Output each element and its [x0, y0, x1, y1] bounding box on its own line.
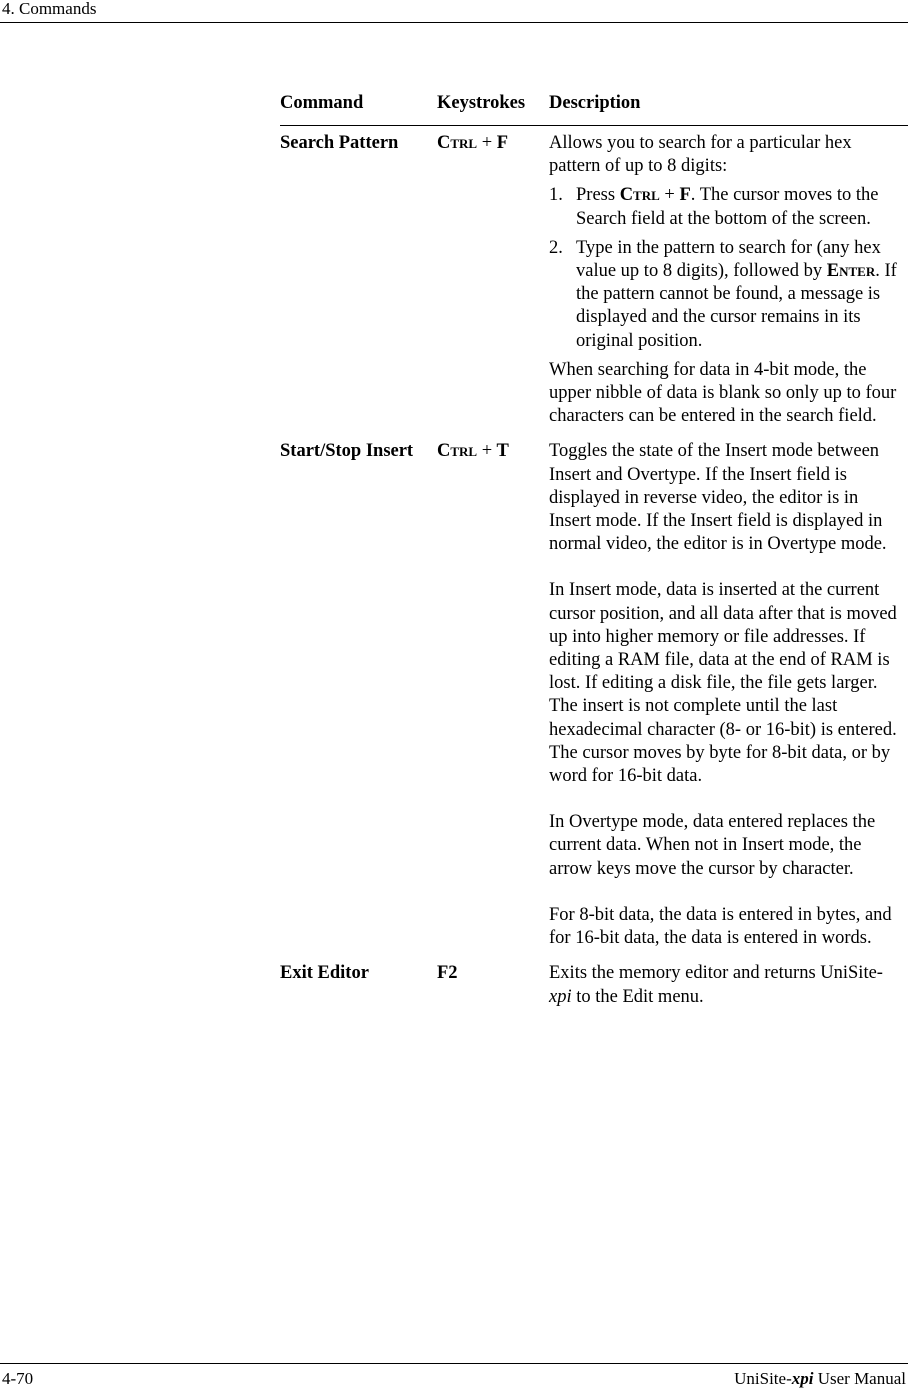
- keystroke: Ctrl + T: [437, 441, 509, 462]
- table-row-search-pattern: [280, 132, 908, 428]
- description: [549, 132, 899, 428]
- page-number: 4-70: [2, 1369, 34, 1388]
- description-paragraph: In Overtype mode, data entered replaces the current data. When not in Insert mode, the arrow keys move the cursor by character.: [549, 812, 876, 879]
- step-item: 1. Press Ctrl + F. The cursor moves to the Search field at the bottom of the screen.: [549, 185, 879, 229]
- running-header: [0, 0, 908, 23]
- keystroke: F2: [437, 963, 458, 984]
- header-command: Command: [280, 93, 364, 113]
- description-intro: Allows you to search for a particular hex pattern of up to 8 digits:: [549, 133, 852, 177]
- description: [549, 962, 899, 1008]
- description-paragraph: Exits the memory editor and returns UniSite-xpi to the Edit menu.: [549, 963, 883, 1007]
- running-footer: [0, 1363, 908, 1390]
- step-number: 2.: [549, 237, 563, 258]
- table-row-start-stop-insert: [280, 440, 908, 950]
- table-row-exit-editor: [280, 962, 908, 1008]
- command-name: Exit Editor: [280, 963, 369, 984]
- command-name: Search Pattern: [280, 133, 399, 153]
- manual-title: UniSite-xpi User Manual: [734, 1369, 906, 1388]
- command-table: [280, 90, 908, 1015]
- header-description: Description: [549, 93, 641, 113]
- command-name: Start/Stop Insert: [280, 441, 414, 462]
- step-item: 2. Type in the pattern to search for (any hex value up to 8 digits), followed by Enter. If the pattern cannot be found, a message is displayed and the cursor remains in its original position.: [549, 237, 897, 351]
- step-number: 1.: [549, 185, 563, 206]
- chapter-title: 4. Commands: [2, 0, 97, 18]
- description-paragraph: In Insert mode, data is inserted at the current cursor position, and all data after that is moved up into higher memory or file addresses. If editing a RAM file, data at the end of RAM is lost. If editing a disk file, the file gets larger. The insert is not complete until the last hexadecimal character (8- or 16-bit) is entered. The cursor moves by byte for 8-bit data, or by word for 16-bit data.: [549, 580, 897, 787]
- steps-list: [549, 184, 899, 352]
- description: [549, 440, 899, 950]
- description-paragraph: Toggles the state of the Insert mode between Insert and Overtype. If the Insert field is displayed in reverse video, the editor is in Insert mode. If the Insert field is displayed in normal video, the editor is in Overtype mode.: [549, 441, 887, 555]
- keystroke: Ctrl + F: [437, 133, 509, 153]
- header-keystrokes: Keystrokes: [437, 93, 526, 113]
- description-note: When searching for data in 4-bit mode, the upper nibble of data is blank so only up to four characters can be entered in the search field.: [549, 359, 897, 427]
- table-header-row: [280, 90, 908, 126]
- description-paragraph: For 8-bit data, the data is entered in bytes, and for 16-bit data, the data is entered in words.: [549, 904, 892, 949]
